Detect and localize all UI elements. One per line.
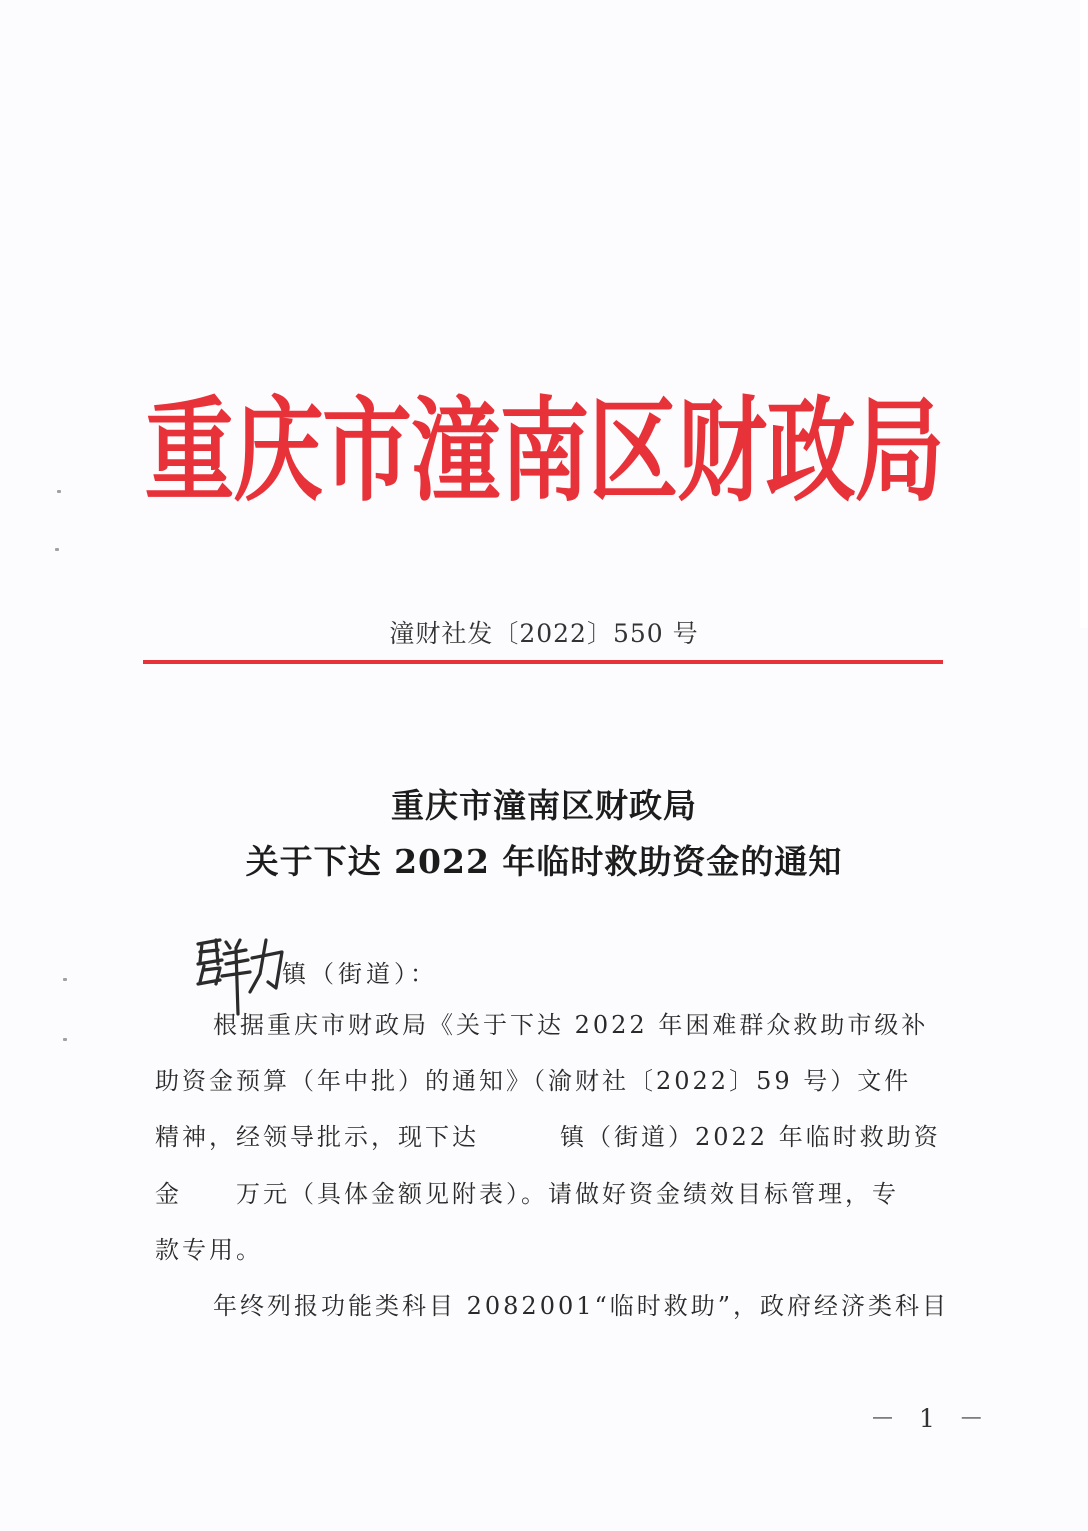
handwritten-town-name (190, 922, 290, 1022)
body-paragraph-line: 金 万元（具体金额见附表）。请做好资金绩效目标管理，专 (155, 1180, 899, 1208)
binding-hole-mark (63, 978, 67, 981)
red-separator-line (143, 660, 943, 664)
body-paragraph-line: 精神，经领导批示，现下达 镇（街道）2022 年临时救助资 (155, 1123, 941, 1151)
scan-edge (1080, 0, 1088, 628)
body-paragraph-line: 根据重庆市财政局《关于下达 2022 年困难群众救助市级补 (213, 1011, 929, 1039)
body-paragraph-line: 助资金预算（年中批）的通知》（渝财社〔2022〕59 号）文件 (155, 1067, 912, 1095)
issuer-masthead: 重庆市潼南区财政局 (144, 391, 944, 516)
body-paragraph-line: 年终列报功能类科目 2082001“临时救助”，政府经济类科目 (213, 1292, 950, 1320)
document-number: 潼财社发〔2022〕550 号 (389, 619, 699, 648)
body-paragraph-line: 款专用。 (155, 1236, 263, 1264)
salutation-text: 镇（街道）： (282, 960, 438, 988)
notice-title-line-2: 关于下达 2022 年临时救助资金的通知 (245, 842, 843, 881)
salutation (190, 922, 590, 1022)
page-number: － 1 － (870, 1404, 992, 1433)
notice-title-line-1: 重庆市潼南区财政局 (391, 786, 697, 825)
binding-hole-mark (55, 548, 59, 551)
binding-hole-mark (63, 1038, 67, 1041)
